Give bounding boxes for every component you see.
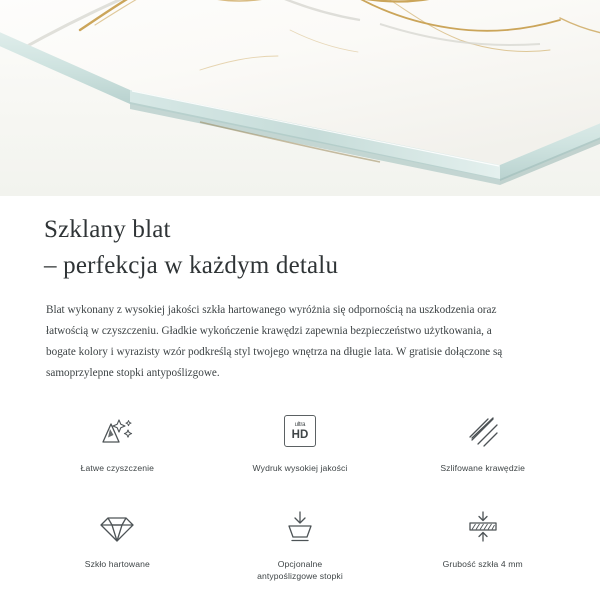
feature-label	[85, 558, 150, 570]
feature-item-antislip-feet	[209, 498, 392, 584]
feature-label-line2: antypoślizgowe stopki	[257, 571, 343, 581]
feature-label-line1: Opcjonalne	[277, 559, 323, 569]
feature-item-polished-edges	[391, 402, 574, 488]
feature-item-tempered-glass	[26, 498, 209, 584]
feature-label	[253, 462, 348, 474]
feature-label	[443, 558, 523, 570]
page-title-line1: Szklany blat	[44, 216, 171, 243]
feature-label-line1: Wydruk wysokiej jakości	[252, 463, 348, 473]
feature-label	[81, 462, 154, 474]
sparkle-cloth-icon	[93, 410, 141, 452]
thickness-arrows-icon	[459, 506, 507, 548]
hero-image	[0, 0, 600, 196]
text-content	[0, 196, 600, 384]
description-paragraph: Blat wykonany z wysokiej jakości szkła hartowanego wyróżnia się odpornością na uszkodzenia oraz łatwością w czyszczeniu. Gładkie wykończenie krawędzi zapewnia bezpieczeństwo użytkowania, a bogate kolory i wyrazisty wzór podkreślą styl twojego wnętrza na długie lata. W gratisie dołączone są samoprzylepne stopki antypoślizgowe.	[46, 304, 503, 379]
diamond-icon	[93, 506, 141, 548]
feature-label-line1: Łatwe czyszczenie	[80, 463, 154, 473]
feature-item-print-quality	[209, 402, 392, 488]
ultra-hd-badge-bottom: HD	[291, 428, 309, 441]
feature-label	[440, 462, 525, 474]
ultra-hd-badge-top: ultra	[294, 421, 306, 428]
page-title	[0, 196, 600, 284]
feature-label-line1: Grubość szkła 4 mm	[442, 559, 523, 569]
feature-label	[257, 558, 343, 582]
feature-label-line1: Szlifowane krawędzie	[440, 463, 525, 473]
anti-slip-foot-icon	[276, 506, 324, 548]
page-title-line2: – perfekcja w każdym detalu	[44, 252, 339, 279]
description-block	[0, 284, 560, 384]
ultra-hd-icon	[276, 410, 324, 452]
feature-item-easy-cleaning	[26, 402, 209, 488]
feature-label-line1: Szkło hartowane	[84, 559, 150, 569]
feature-grid	[0, 402, 600, 584]
polished-edge-icon	[459, 410, 507, 452]
glass-panel-illustration	[0, 0, 600, 196]
feature-item-glass-thickness	[391, 498, 574, 584]
